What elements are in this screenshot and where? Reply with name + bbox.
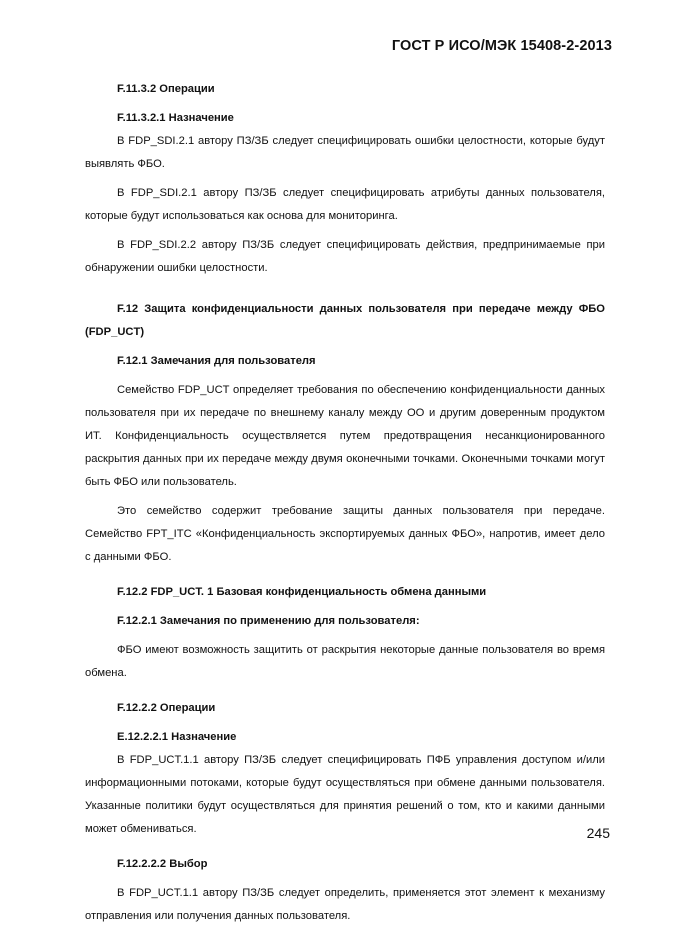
section-heading-f12-2-1: F.12.2.1 Замечания по применению для пользователя: (117, 615, 420, 627)
paragraph-uct-protection: ФБО имеют возможность защитить от раскрытия некоторые данные пользователя во время обмена. (85, 644, 605, 679)
page-number: 245 (586, 825, 610, 841)
section-heading-f11-3-2-1: F.11.3.2.1 Назначение (117, 112, 234, 124)
document-header: ГОСТ Р ИСО/МЭК 15408-2-2013 (391, 38, 612, 54)
paragraph-uct-selection: В FDP_UCT.1.1 автору ПЗ/ЗБ следует определить, применяется этот элемент к механизму отправления или получения данных пользователя. (85, 887, 605, 922)
section-heading-f12: F.12 Защита конфиденциальности данных пользователя при передаче между ФБО (FDP_UCT) (85, 303, 605, 338)
paragraph-sdi-attributes: В FDP_SDI.2.1 автору ПЗ/ЗБ следует специфицировать атрибуты данных пользователя, которые будут использоваться как основа для мониторинга. (85, 187, 605, 222)
section-heading-f12-2: F.12.2 FDP_UCT. 1 Базовая конфиденциальность обмена данными (117, 586, 487, 598)
paragraph-sdi-actions: В FDP_SDI.2.2 автору ПЗ/ЗБ следует специфицировать действия, предпринимаемые при обнаружении ошибки целостности. (85, 239, 605, 274)
section-heading-e12-2-2-1: E.12.2.2.1 Назначение (117, 731, 237, 743)
section-heading-f12-2-2-2: F.12.2.2.2 Выбор (117, 858, 208, 870)
section-heading-f12-1: F.12.1 Замечания для пользователя (117, 355, 316, 367)
section-heading-f12-2-2: F.12.2.2 Операции (117, 702, 216, 714)
paragraph-uct-assignment: В FDP_UCT.1.1 автору ПЗ/ЗБ следует специфицировать ПФБ управления доступом и/или информационными потоками, которые будут осуществляться при обмене данными пользователя. Указанные политики будут осуществляться для принятия решений о том, кто и какими данными может обмениваться. (85, 754, 605, 835)
document-body (85, 78, 605, 928)
paragraph-uct-contrast: Это семейство содержит требование защиты данных пользователя при передаче. Семейство FPT_ITC «Конфиденциальность экспортируемых данных ФБО», напротив, имеет дело с данными ФБО. (85, 505, 605, 563)
section-heading-f11-3-2: F.11.3.2 Операции (117, 83, 215, 95)
paragraph-sdi-errors: В FDP_SDI.2.1 автору ПЗ/ЗБ следует специфицировать ошибки целостности, которые будут выявлять ФБО. (85, 135, 605, 170)
paragraph-uct-family: Семейство FDP_UCT определяет требования по обеспечению конфиденциальности данных пользователя при их передаче по внешнему каналу между ОО и другим доверенным продуктом ИТ. Конфиденциальность осуществляется путем предотвращения несанкционированного раскрытия данных при их передаче между двумя оконечными точками. Оконечными точками могут быть ФБО или пользователь. (85, 384, 605, 488)
